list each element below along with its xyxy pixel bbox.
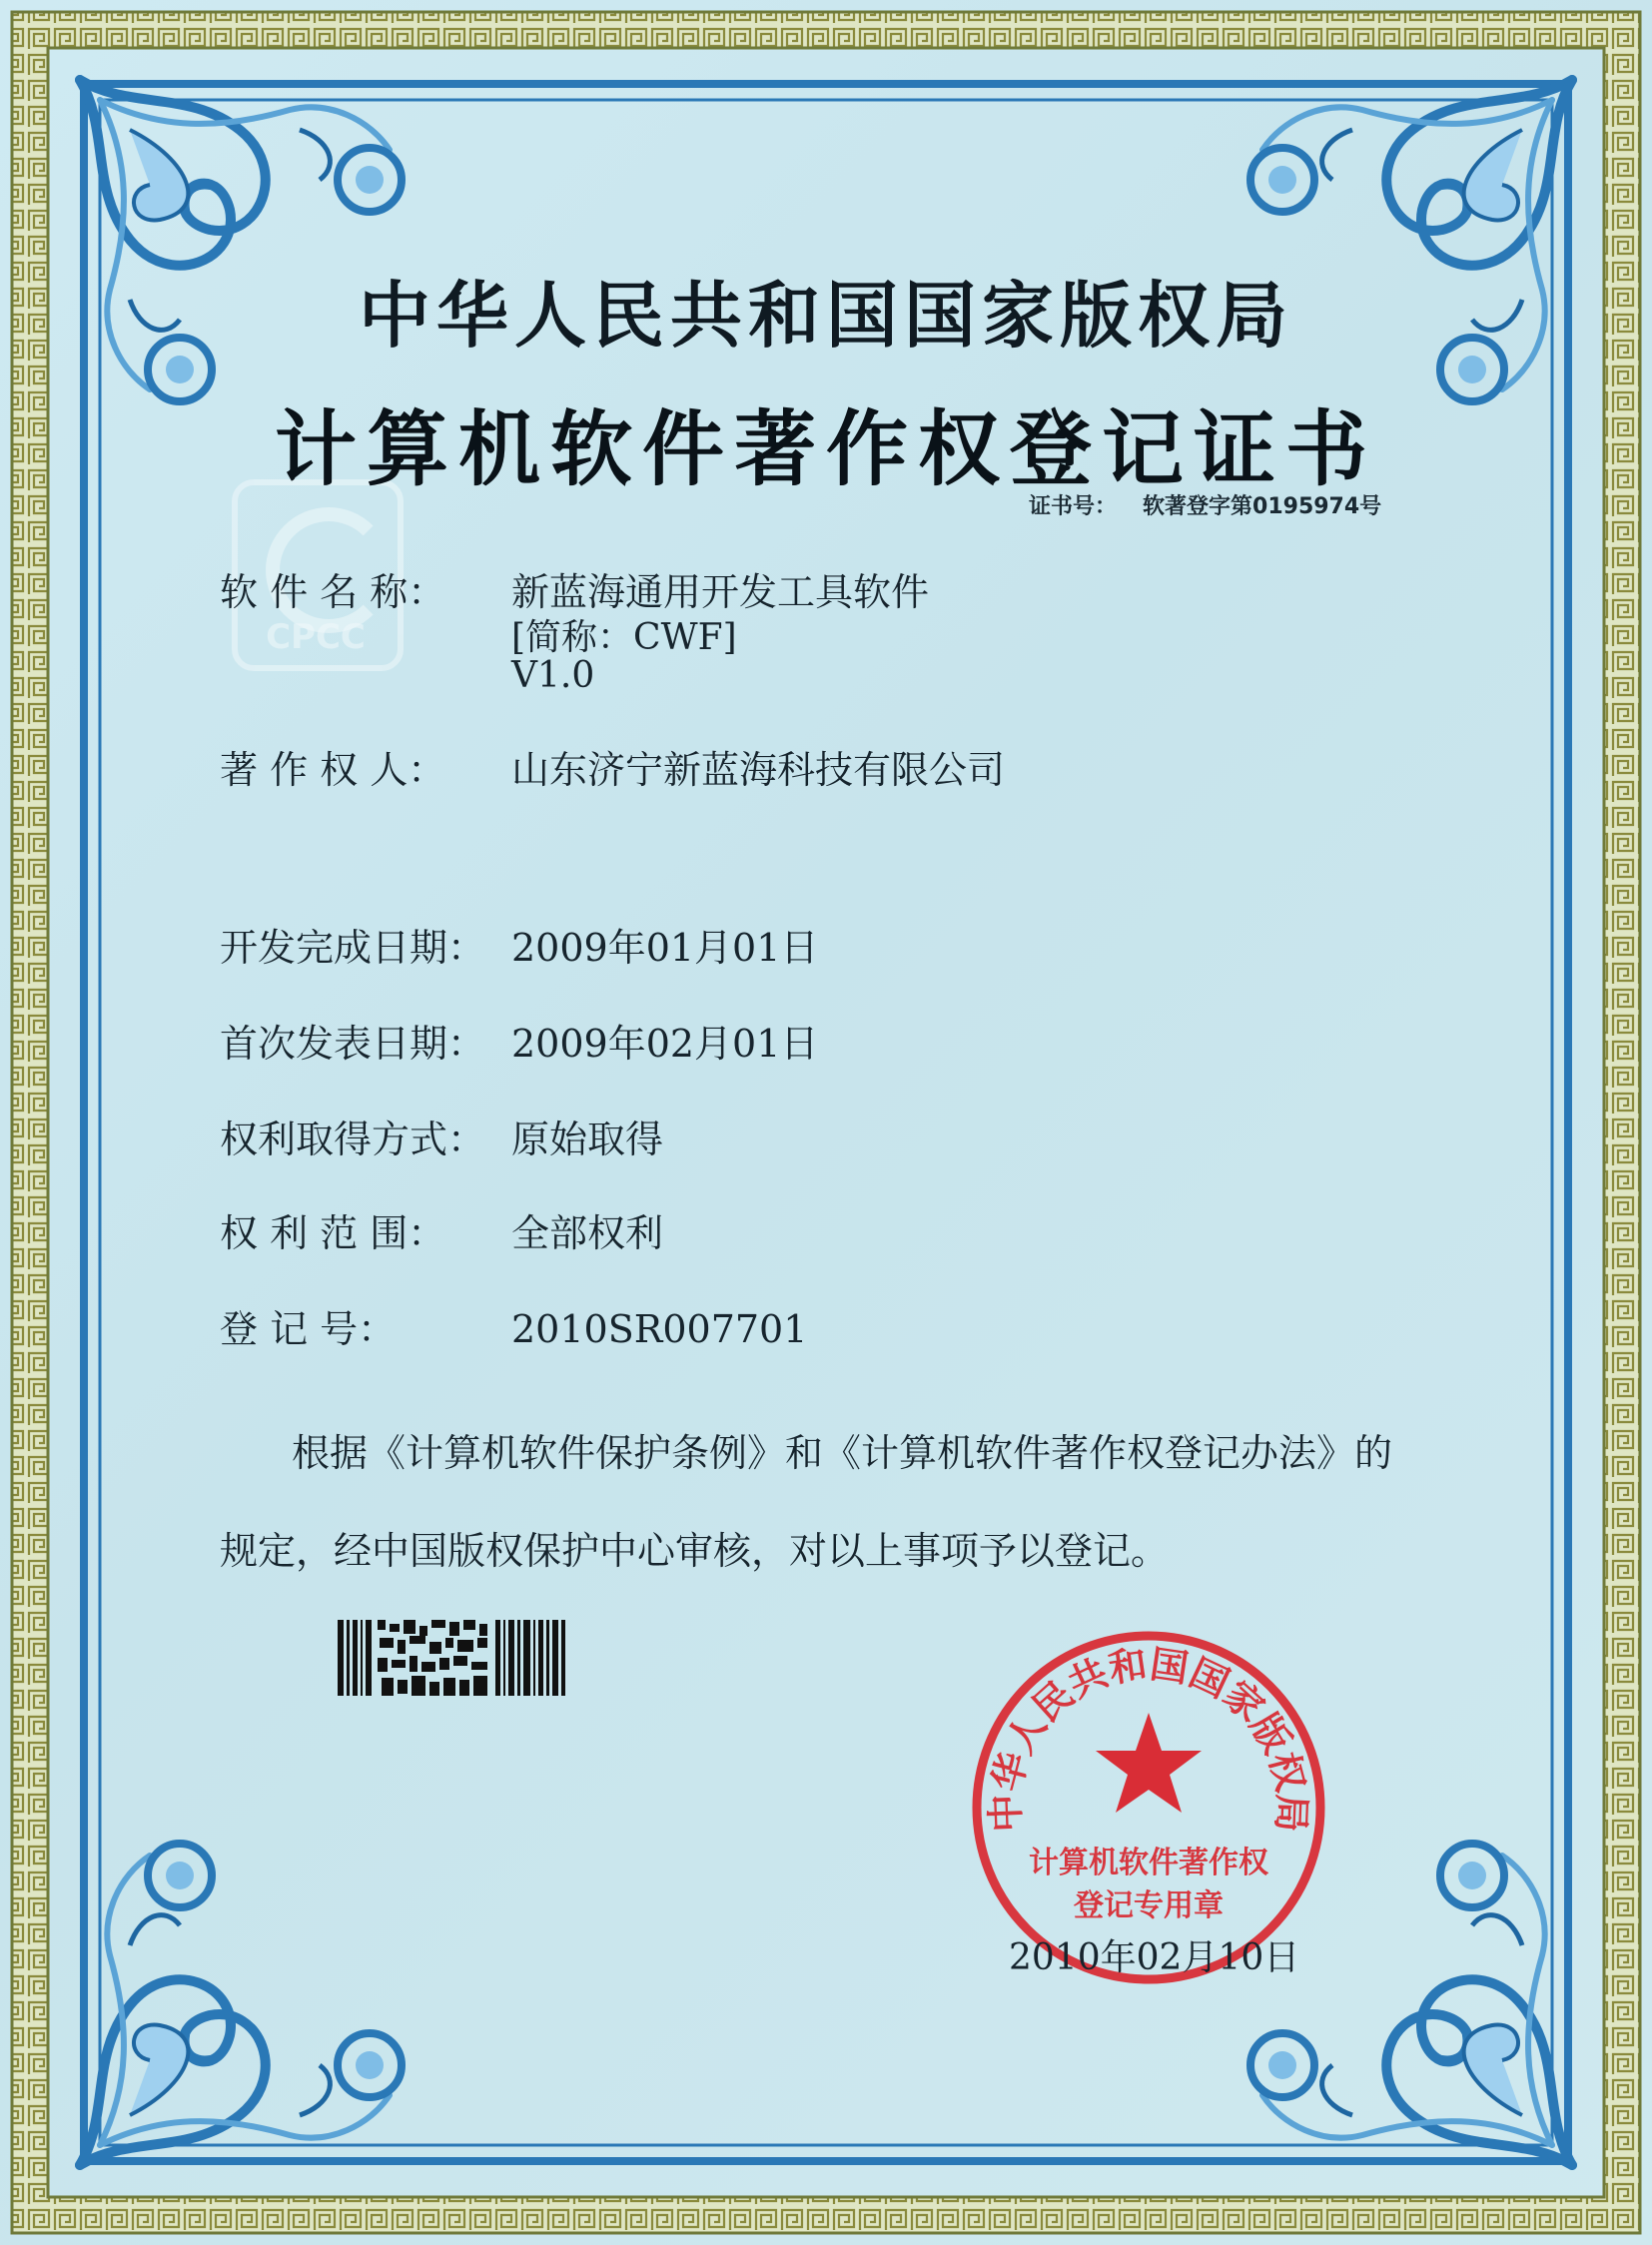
acquisition-method-label: 权利取得方式： (220, 1118, 486, 1161)
field-completion-date (220, 917, 818, 972)
seal-center-line-2: 登记专用章 (1074, 1888, 1224, 1923)
first-publication-date-value: 2009年02月01日 (511, 1022, 819, 1066)
completion-date-label: 开发完成日期： (220, 926, 486, 970)
issuer-heading: 中华人民共和国国家版权局 (358, 274, 1293, 358)
completion-date-value: 2009年01月01日 (511, 926, 819, 970)
barcode-image (338, 1620, 567, 1696)
software-short-name: [简称：CWF] (511, 617, 737, 658)
registration-number-label: 登 记 号： (220, 1307, 397, 1351)
field-software-name (220, 561, 929, 616)
software-version: V1.0 (511, 655, 595, 696)
first-publication-date-label: 首次发表日期： (220, 1022, 486, 1066)
certificate-number (1029, 489, 1381, 520)
certificate-number-value: 软著登字第0195974号 (1143, 494, 1382, 519)
statement-line-1: 根据《计算机软件保护条例》和《计算机软件著作权登记办法》的 (292, 1431, 1393, 1475)
software-name-value: 新蓝海通用开发工具软件 (511, 570, 930, 614)
statement-line-2: 规定，经中国版权保护中心审核，对以上事项予以登记。 (220, 1529, 1170, 1573)
certificate-number-label: 证书号： (1029, 494, 1118, 519)
seal-ring-text: 中华人民共和国国家版权局 (983, 1641, 1314, 1834)
field-copyright-owner (220, 739, 1005, 794)
registration-number-value: 2010SR007701 (511, 1307, 808, 1351)
field-first-publication-date (220, 1013, 818, 1068)
cpcc-watermark: CPCC (232, 479, 404, 671)
acquisition-method-value: 原始取得 (511, 1118, 664, 1161)
software-name-label: 软 件 名 称： (220, 570, 446, 614)
copyright-owner-value: 山东济宁新蓝海科技有限公司 (511, 748, 1006, 792)
rights-scope-label: 权 利 范 围： (220, 1211, 446, 1255)
copyright-owner-label: 著 作 权 人： (220, 748, 446, 792)
issue-date: 2010年02月10日 (1009, 1937, 1300, 1978)
field-rights-scope (220, 1202, 663, 1257)
seal-star-icon (1096, 1713, 1202, 1813)
seal-center-line-1: 计算机软件著作权 (1029, 1846, 1268, 1880)
field-acquisition-method (220, 1109, 663, 1163)
field-registration-number (220, 1298, 807, 1353)
certificate-title: 计算机软件著作权登记证书 (274, 401, 1377, 497)
rights-scope-value: 全部权利 (511, 1211, 664, 1255)
